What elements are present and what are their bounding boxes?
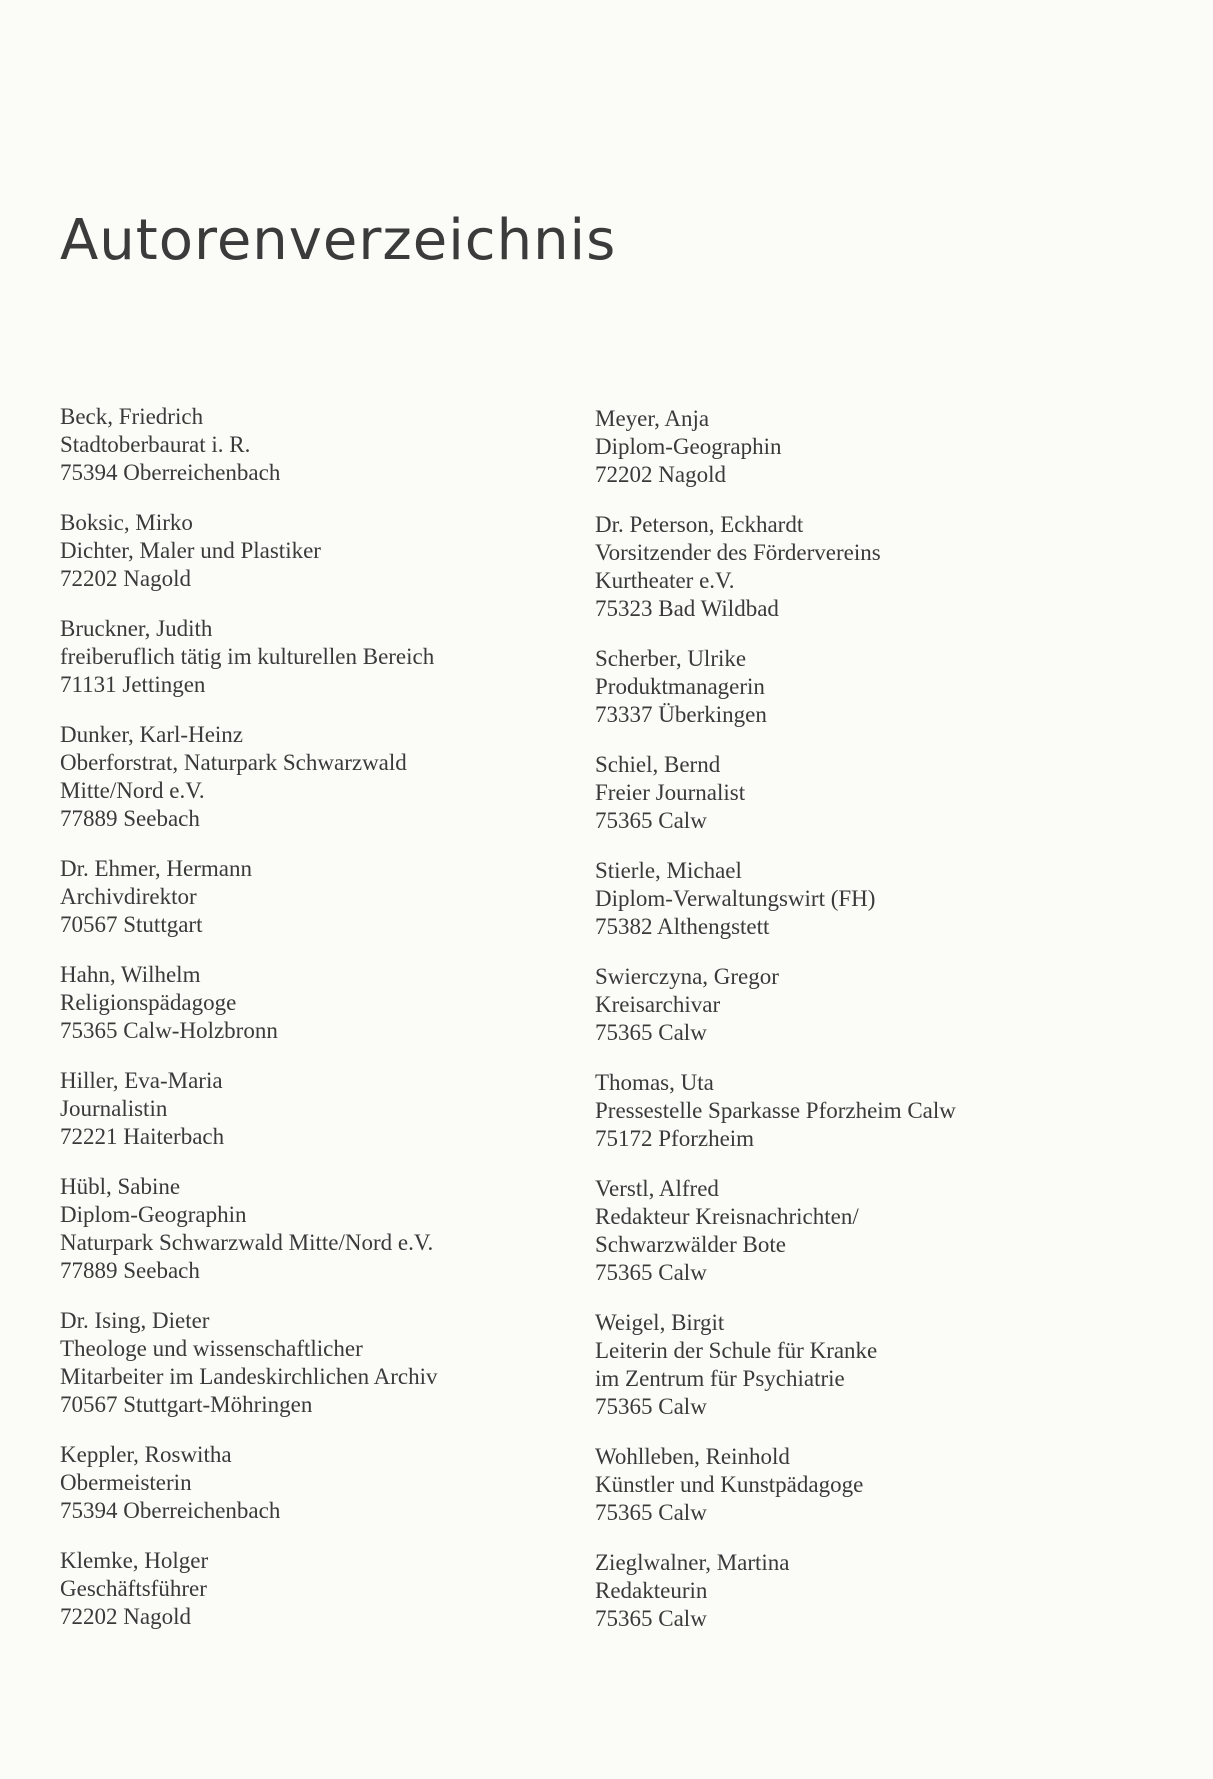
page-title: Autorenverzeichnis xyxy=(60,208,617,273)
author-entry xyxy=(60,1547,580,1631)
author-detail-line: 75365 Calw xyxy=(595,1606,707,1631)
author-detail-line: Pressestelle Sparkasse Pforzheim Calw xyxy=(595,1098,956,1123)
author-detail-line: Journalistin xyxy=(60,1096,168,1121)
author-detail-line: Freier Journalist xyxy=(595,780,746,805)
author-detail-line: Kreisarchivar xyxy=(595,992,721,1017)
author-detail-line: 72202 Nagold xyxy=(595,462,726,487)
author-detail-line: 71131 Jettingen xyxy=(60,672,206,697)
author-entry xyxy=(60,615,580,699)
author-detail-line: 75394 Oberreichenbach xyxy=(60,1498,281,1523)
author-entry xyxy=(60,855,580,939)
author-entry xyxy=(60,509,580,593)
author-entry xyxy=(60,403,580,487)
author-name: Beck, Friedrich xyxy=(60,404,204,429)
author-detail-line: Redakteurin xyxy=(595,1578,708,1603)
author-detail-line: im Zentrum für Psychiatrie xyxy=(595,1366,845,1391)
author-detail-line: Redakteur Kreisnachrichten/ xyxy=(595,1204,859,1229)
author-detail-line: 77889 Seebach xyxy=(60,1258,200,1283)
author-entry xyxy=(595,1443,1175,1527)
author-detail-line: Naturpark Schwarzwald Mitte/Nord e.V. xyxy=(60,1230,434,1255)
author-detail-line: Leiterin der Schule für Kranke xyxy=(595,1338,878,1363)
author-detail-line: Diplom-Verwaltungswirt (FH) xyxy=(595,886,876,911)
author-name: Dr. Ising, Dieter xyxy=(60,1308,210,1333)
author-detail-line: freiberuflich tätig im kulturellen Bereich xyxy=(60,644,435,669)
author-name: Swierczyna, Gregor xyxy=(595,964,779,989)
author-detail-line: 77889 Seebach xyxy=(60,806,200,831)
author-entry xyxy=(595,751,1175,835)
author-name: Klemke, Holger xyxy=(60,1548,209,1573)
author-list-left xyxy=(60,403,580,1653)
author-detail-line: 72202 Nagold xyxy=(60,1604,191,1629)
author-entry xyxy=(595,405,1175,489)
author-list-right xyxy=(595,405,1175,1655)
author-name: Keppler, Roswitha xyxy=(60,1442,232,1467)
author-detail-line: Schwarzwälder Bote xyxy=(595,1232,786,1257)
author-detail-line: 75365 Calw xyxy=(595,1260,707,1285)
author-entry xyxy=(595,857,1175,941)
author-detail-line: 75365 Calw xyxy=(595,808,707,833)
author-entry xyxy=(595,511,1175,623)
author-entry xyxy=(60,721,580,833)
author-detail-line: Vorsitzender des Fördervereins xyxy=(595,540,881,565)
author-entry xyxy=(595,963,1175,1047)
author-entry xyxy=(595,1175,1175,1287)
author-entry xyxy=(60,961,580,1045)
author-name: Scherber, Ulrike xyxy=(595,646,747,671)
author-name: Hiller, Eva-Maria xyxy=(60,1068,223,1093)
author-detail-line: 75172 Pforzheim xyxy=(595,1126,755,1151)
author-detail-line: Obermeisterin xyxy=(60,1470,192,1495)
author-detail-line: 75365 Calw-Holzbronn xyxy=(60,1018,278,1043)
author-detail-line: 70567 Stuttgart-Möhringen xyxy=(60,1392,313,1417)
author-name: Thomas, Uta xyxy=(595,1070,714,1095)
author-entry xyxy=(595,1549,1175,1633)
author-name: Boksic, Mirko xyxy=(60,510,193,535)
author-detail-line: 75323 Bad Wildbad xyxy=(595,596,779,621)
author-name: Hübl, Sabine xyxy=(60,1174,181,1199)
author-name: Verstl, Alfred xyxy=(595,1176,719,1201)
author-entry xyxy=(595,645,1175,729)
author-detail-line: 70567 Stuttgart xyxy=(60,912,203,937)
author-name: Dr. Peterson, Eckhardt xyxy=(595,512,804,537)
author-detail-line: Künstler und Kunstpädagoge xyxy=(595,1472,864,1497)
author-entry xyxy=(60,1067,580,1151)
author-detail-line: 75365 Calw xyxy=(595,1500,707,1525)
author-detail-line: 72202 Nagold xyxy=(60,566,191,591)
author-name: Bruckner, Judith xyxy=(60,616,213,641)
author-detail-line: Dichter, Maler und Plastiker xyxy=(60,538,321,563)
author-detail-line: 75365 Calw xyxy=(595,1020,707,1045)
author-name: Dunker, Karl-Heinz xyxy=(60,722,244,747)
author-detail-line: Produktmanagerin xyxy=(595,674,765,699)
author-detail-line: 75365 Calw xyxy=(595,1394,707,1419)
author-detail-line: Diplom-Geographin xyxy=(60,1202,247,1227)
author-name: Schiel, Bernd xyxy=(595,752,721,777)
author-detail-line: Religionspädagoge xyxy=(60,990,237,1015)
author-detail-line: 72221 Haiterbach xyxy=(60,1124,225,1149)
author-entry xyxy=(60,1441,580,1525)
author-detail-line: Mitte/Nord e.V. xyxy=(60,778,205,803)
author-name: Stierle, Michael xyxy=(595,858,742,883)
author-entry xyxy=(595,1069,1175,1153)
author-detail-line: Oberforstrat, Naturpark Schwarzwald xyxy=(60,750,407,775)
author-name: Wohlleben, Reinhold xyxy=(595,1444,790,1469)
author-detail-line: 75382 Althengstett xyxy=(595,914,770,939)
author-name: Weigel, Birgit xyxy=(595,1310,725,1335)
author-name: Hahn, Wilhelm xyxy=(60,962,201,987)
author-detail-line: Mitarbeiter im Landeskirchlichen Archiv xyxy=(60,1364,438,1389)
author-detail-line: Diplom-Geographin xyxy=(595,434,782,459)
author-detail-line: Archivdirektor xyxy=(60,884,197,909)
author-detail-line: Kurtheater e.V. xyxy=(595,568,735,593)
author-name: Dr. Ehmer, Hermann xyxy=(60,856,252,881)
author-name: Meyer, Anja xyxy=(595,406,710,431)
author-detail-line: Stadtoberbaurat i. R. xyxy=(60,432,251,457)
author-entry xyxy=(60,1173,580,1285)
author-entry xyxy=(60,1307,580,1419)
author-entry xyxy=(595,1309,1175,1421)
author-detail-line: 75394 Oberreichenbach xyxy=(60,460,281,485)
author-detail-line: 73337 Überkingen xyxy=(595,702,767,727)
author-name: Zieglwalner, Martina xyxy=(595,1550,790,1575)
author-detail-line: Theologe und wissenschaftlicher xyxy=(60,1336,363,1361)
author-detail-line: Geschäftsführer xyxy=(60,1576,207,1601)
